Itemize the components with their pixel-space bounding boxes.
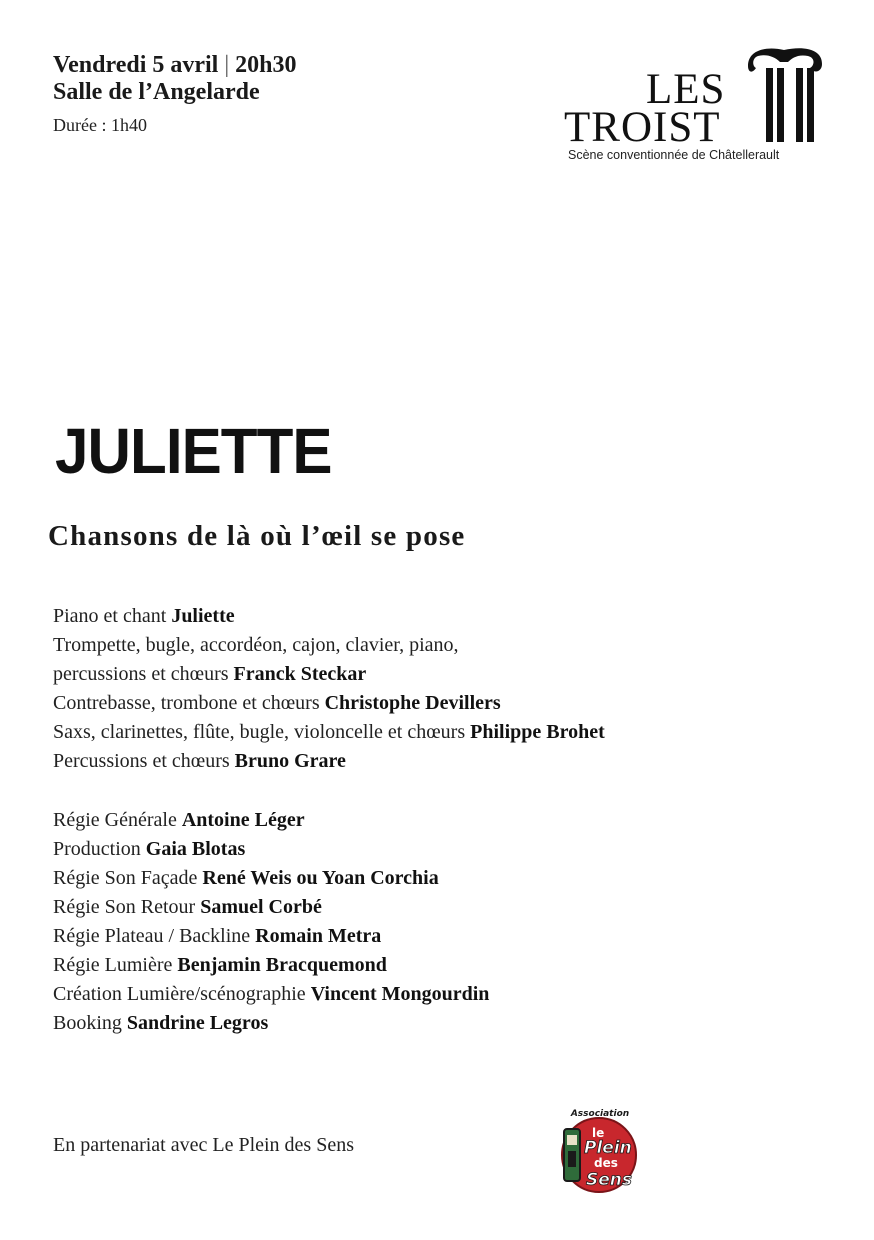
- plein-des-sens-logo: [556, 1103, 642, 1195]
- credit-row: [53, 689, 813, 718]
- credit-role: Booking: [53, 1012, 122, 1034]
- credit-row: [53, 602, 813, 631]
- credit-role: Percussions et chœurs: [53, 750, 230, 772]
- credit-role: Régie Générale: [53, 809, 177, 831]
- event-venue: Salle de l’Angelarde: [53, 79, 260, 105]
- credit-name: Philippe Brohet: [470, 721, 605, 743]
- credit-role: Piano et chant: [53, 605, 167, 627]
- event-time: 20h30: [235, 52, 297, 78]
- column-icon: [744, 44, 826, 144]
- event-date: Vendredi 5 avril: [53, 52, 219, 78]
- credit-row: [53, 893, 813, 922]
- credit-role: Régie Son Retour: [53, 896, 196, 918]
- credit-row: [53, 1009, 813, 1038]
- credit-name: Antoine Léger: [181, 809, 305, 831]
- logo-word-les: LES: [646, 66, 726, 113]
- show-title: JULIETTE: [55, 415, 332, 487]
- partner-logo-plein: Plein: [584, 1138, 632, 1158]
- credit-row: [53, 718, 813, 747]
- credit-row: [53, 951, 813, 980]
- credit-row: [53, 806, 813, 835]
- logo-subtitle: Scène conventionnée de Châtellerault: [568, 148, 780, 162]
- credit-name: Franck Steckar: [233, 663, 367, 685]
- credit-name: Vincent Mongourdin: [310, 983, 490, 1005]
- credit-row: [53, 835, 813, 864]
- credit-row: [53, 747, 813, 776]
- musicians-list: [53, 602, 813, 776]
- date-separator: |: [224, 52, 230, 78]
- event-header: [53, 52, 297, 136]
- credit-name: Juliette: [171, 605, 235, 627]
- credit-role: Production: [53, 838, 141, 860]
- credit-name: Christophe Devillers: [324, 692, 501, 714]
- credit-row: [53, 922, 813, 951]
- credit-name: Samuel Corbé: [200, 896, 322, 918]
- credit-role: Saxs, clarinettes, flûte, bugle, violoncelle et chœurs: [53, 721, 466, 743]
- credit-role: Régie Lumière: [53, 954, 173, 976]
- partner-logo-sens: Sens: [586, 1170, 632, 1190]
- les-troist-logo: [562, 44, 827, 166]
- credit-name: Benjamin Bracquemond: [177, 954, 387, 976]
- credit-role: Trompette, bugle, accordéon, cajon, clavier, piano,: [53, 634, 459, 656]
- partner-logo-le: le: [592, 1126, 605, 1140]
- credit-row: [53, 864, 813, 893]
- credit-name: Gaia Blotas: [145, 838, 246, 860]
- credit-name: Bruno Grare: [234, 750, 346, 772]
- credit-name: Romain Metra: [255, 925, 382, 947]
- credits: [53, 602, 813, 1068]
- partner-logo-top: Association: [570, 1109, 630, 1119]
- credit-role: Création Lumière/scénographie: [53, 983, 306, 1005]
- credit-row: [53, 980, 813, 1009]
- credit-role: Contrebasse, trombone et chœurs: [53, 692, 320, 714]
- partner-logo-des: des: [594, 1156, 618, 1170]
- event-duration: Durée : 1h40: [53, 115, 147, 135]
- credit-name: René Weis ou Yoan Corchia: [202, 867, 439, 889]
- credit-role: percussions et chœurs: [53, 663, 229, 685]
- partner-text: En partenariat avec Le Plein des Sens: [53, 1134, 354, 1156]
- credit-role: Régie Son Façade: [53, 867, 198, 889]
- event-date-time: [53, 52, 297, 79]
- credit-name: Sandrine Legros: [126, 1012, 269, 1034]
- credit-role: Régie Plateau / Backline: [53, 925, 251, 947]
- crew-list: [53, 806, 813, 1038]
- credit-row: [53, 631, 813, 689]
- show-subtitle: Chansons de là où l’œil se pose: [48, 520, 466, 552]
- logo-word-troist: TROIST: [564, 104, 721, 151]
